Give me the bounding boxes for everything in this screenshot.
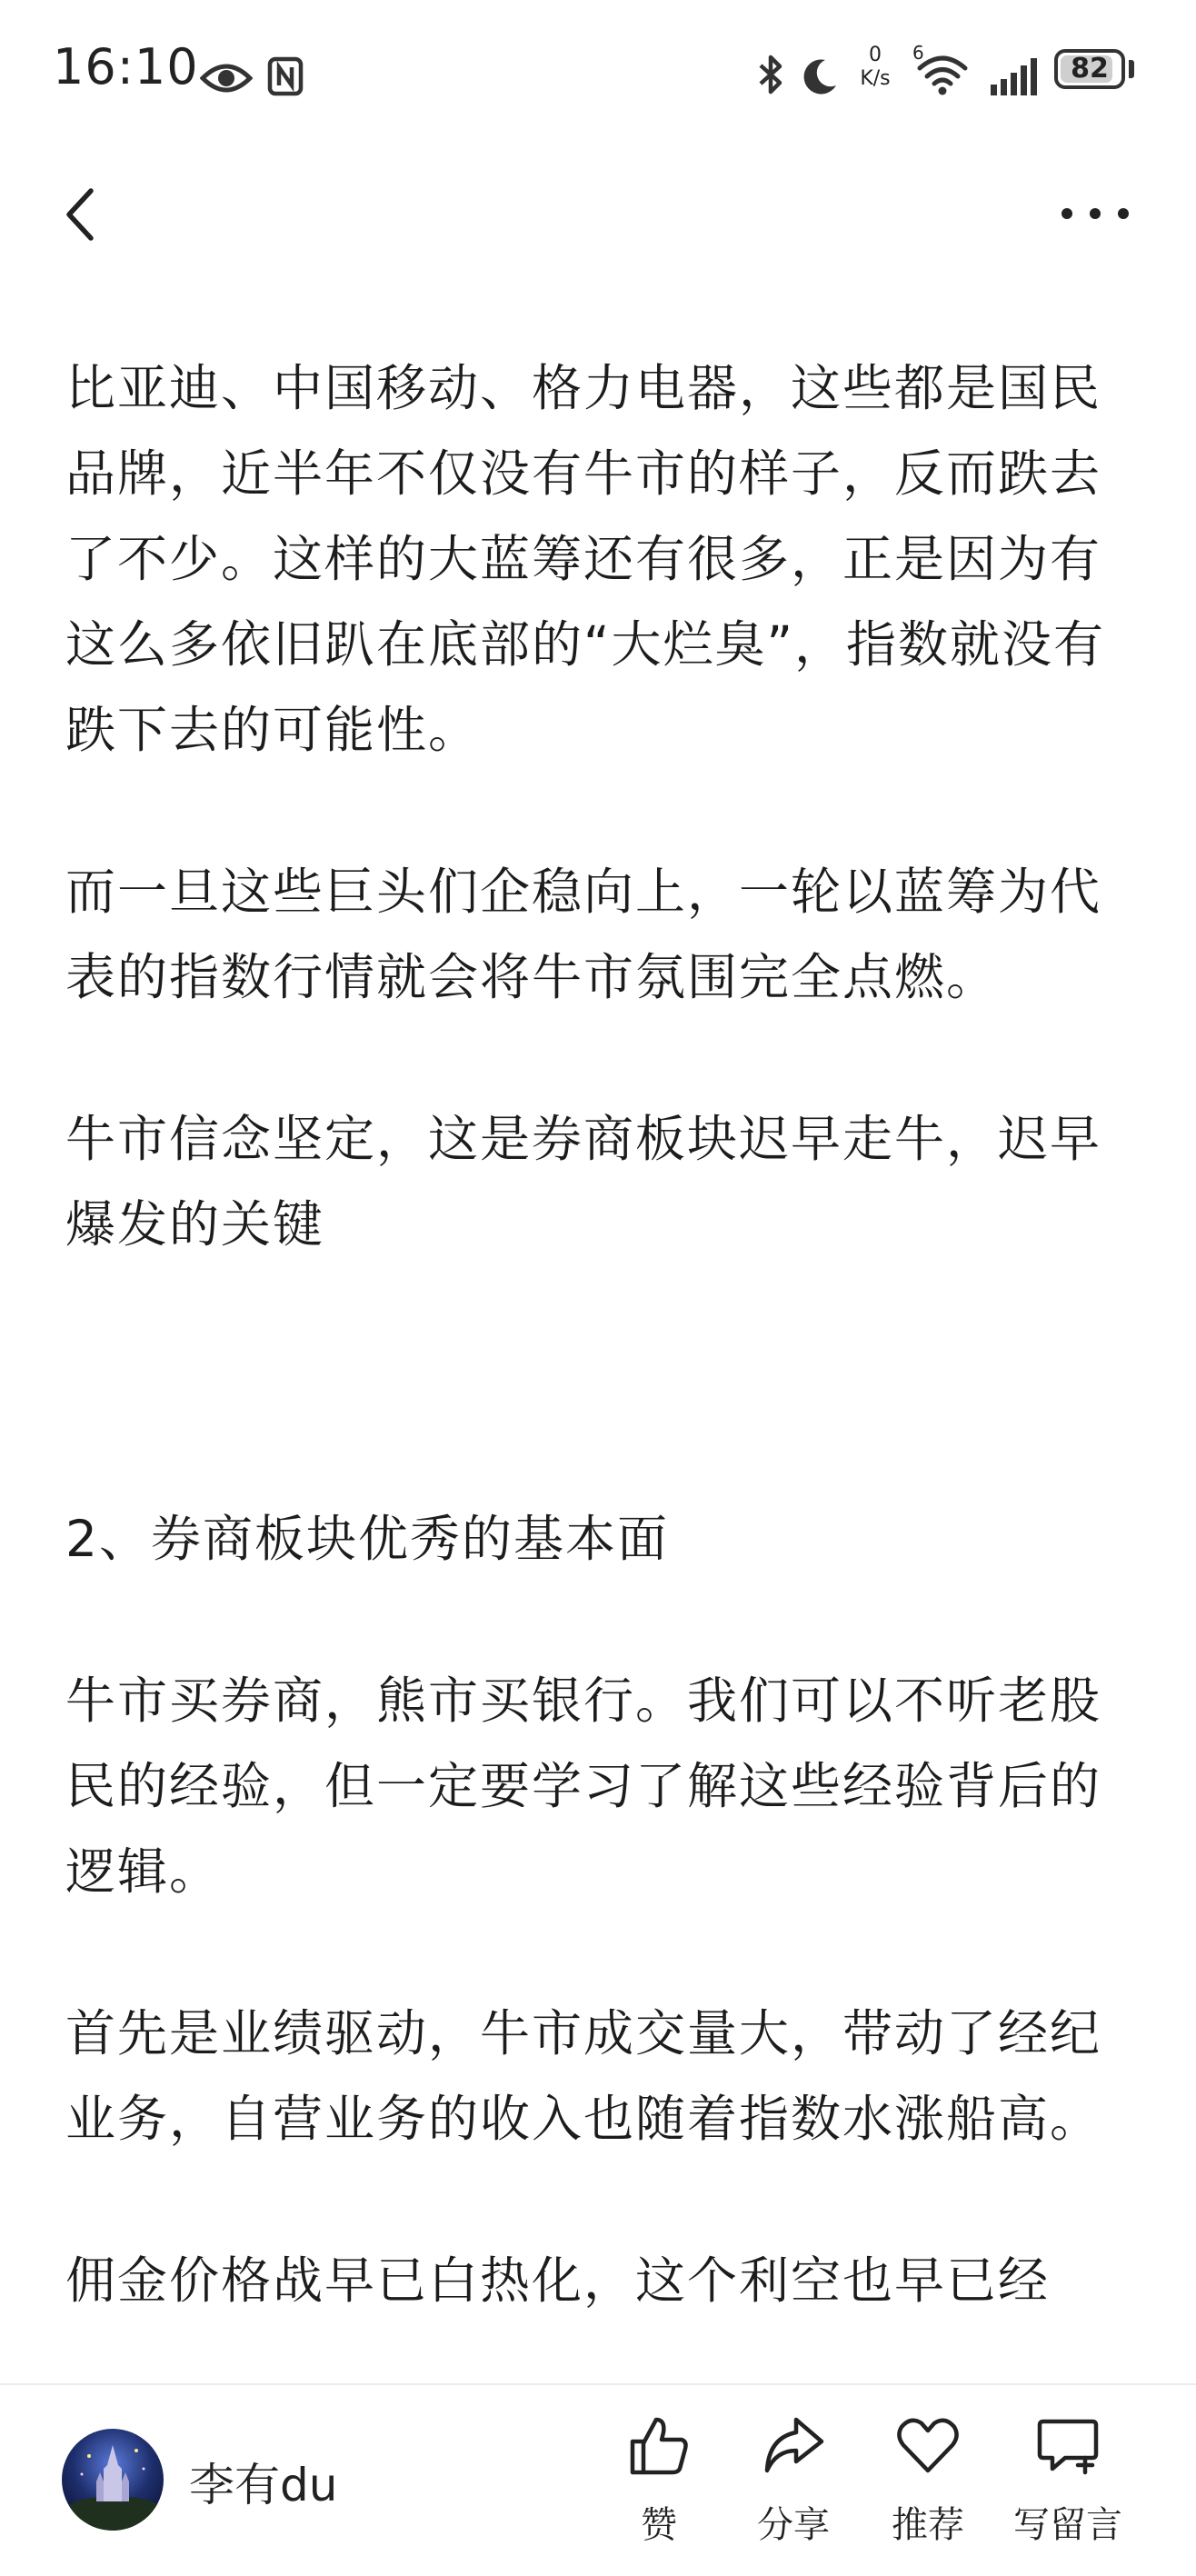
- share-icon: [760, 2412, 827, 2480]
- share-button[interactable]: [734, 2412, 852, 2558]
- write-comment-button[interactable]: [1009, 2412, 1127, 2558]
- battery-level: 82: [1071, 53, 1109, 85]
- share-label: 分享: [757, 2504, 830, 2546]
- status-bar: [0, 0, 1196, 145]
- net-speed-value: 0: [869, 44, 882, 66]
- author-avatar[interactable]: [62, 2429, 164, 2531]
- more-options-button[interactable]: [1054, 182, 1136, 245]
- article-paragraph: 牛市信念坚定，这是券商板块迟早走牛，迟早爆发的关键: [65, 1110, 1102, 1253]
- like-label: 赞: [641, 2504, 677, 2546]
- status-time: 16:10: [53, 38, 199, 95]
- article-body: [65, 345, 1138, 2381]
- chevron-left-icon: [55, 178, 109, 251]
- net-speed-unit: K/s: [860, 67, 891, 90]
- heart-icon: [894, 2412, 962, 2480]
- author-name[interactable]: 李有du: [189, 2459, 338, 2511]
- write-comment-label: 写留言: [1013, 2504, 1122, 2546]
- article-paragraph: 首先是业绩驱动，牛市成交量大，带动了经纪业务，自营业务的收入也随着指数水涨船高。: [65, 2004, 1102, 2148]
- article-paragraph: 佣金价格战早已白热化，这个利空也早已经: [65, 2252, 1051, 2310]
- section-heading: 2、券商板块优秀的基本面: [65, 1510, 669, 1568]
- wifi-icon: [916, 49, 969, 100]
- wifi-badge: 6: [912, 42, 924, 64]
- signal-icon: [989, 51, 1040, 102]
- moon-icon: [800, 51, 840, 102]
- comment-add-icon: [1034, 2412, 1101, 2480]
- recommend-label: 推荐: [892, 2504, 964, 2546]
- more-horizontal-icon: [1054, 182, 1136, 245]
- battery-cap: [1129, 60, 1134, 78]
- article-paragraph: 而一旦这些巨头们企稳向上，一轮以蓝筹为代表的指数行情就会将牛市氛围完全点燃。: [65, 863, 1102, 1006]
- bottom-action-bar: [0, 2383, 1196, 2576]
- nfc-icon: [267, 51, 304, 102]
- net-speed: [852, 44, 898, 91]
- article-paragraph: 比亚迪、中国移动、格力电器，这些都是国民品牌，近半年不仅没有牛市的样子，反而跌去了不少。这样的大蓝筹还有很多，正是因为有这么多依旧趴在底部的“大烂臭”，指数就没有跌下去的可能性。: [65, 359, 1105, 759]
- article-paragraph: 牛市买券商，熊市买银行。我们可以不听老股民的经验，但一定要学习了解这些经验背后的逻辑。: [65, 1672, 1102, 1901]
- like-button[interactable]: [600, 2412, 718, 2558]
- battery-icon: [1054, 49, 1125, 89]
- thumbs-up-icon: [625, 2412, 693, 2480]
- back-button[interactable]: [55, 178, 109, 251]
- eye-icon: [200, 53, 253, 104]
- recommend-button[interactable]: [869, 2412, 987, 2558]
- avatar-image: [62, 2429, 164, 2531]
- bluetooth-icon: [756, 49, 785, 100]
